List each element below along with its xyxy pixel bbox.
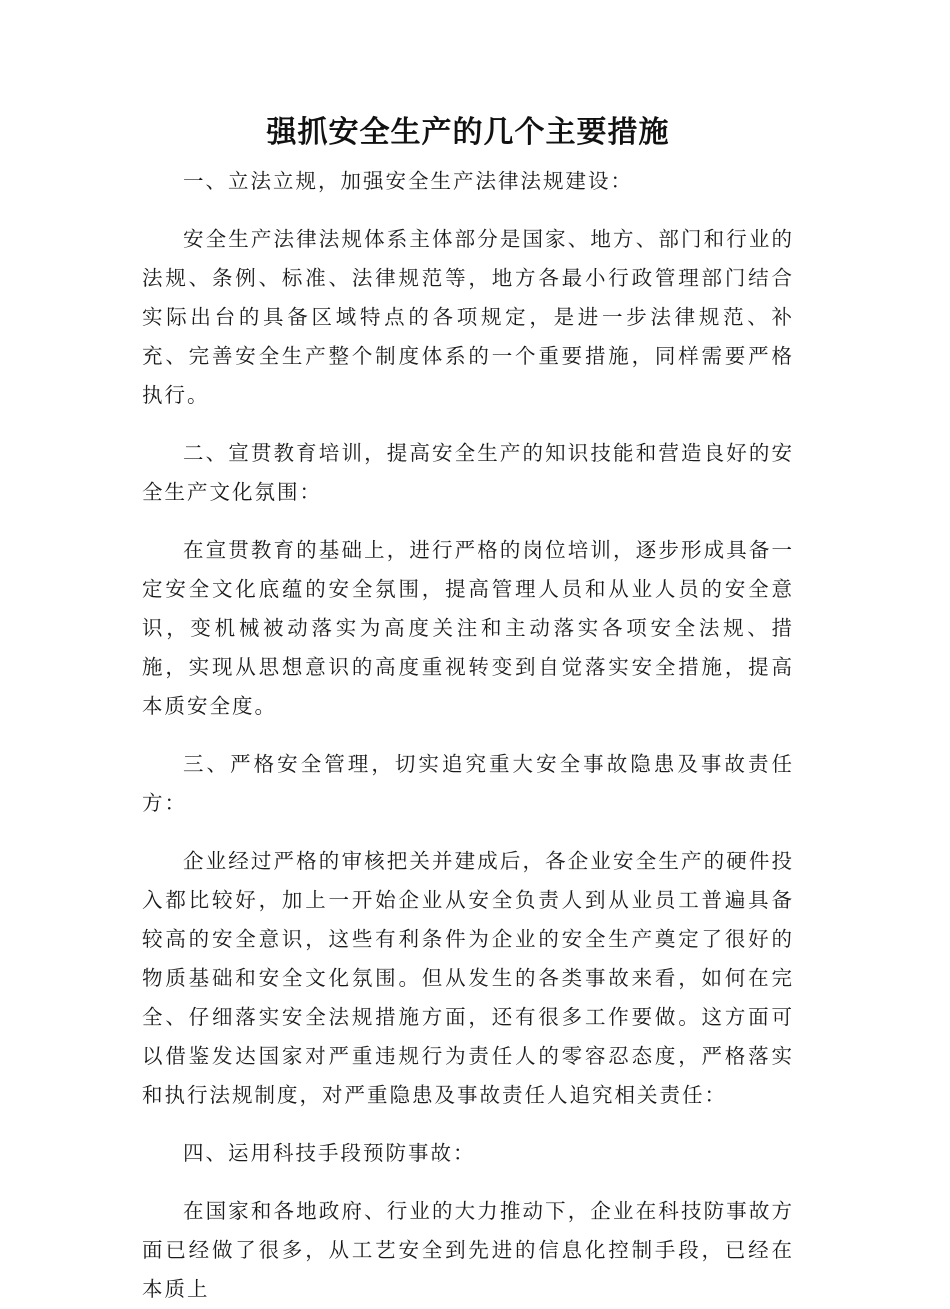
paragraph-technology: 在国家和各地政府、行业的大力推动下，企业在科技防事故方面已经做了很多，从工艺安全到先进的信息化控制手段，已经在本质上 [142, 1199, 794, 1301]
section-heading-management: 三、严格安全管理，切实追究重大安全事故隐患及事故责任方： [142, 752, 794, 815]
section-heading-technology: 四、运用科技手段预防事故： [183, 1141, 476, 1165]
section-heading-training: 二、宣贯教育培训，提高安全生产的知识技能和营造良好的安全生产文化氛围： [142, 441, 794, 504]
section-heading-legislation: 一、立法立规，加强安全生产法律法规建设： [183, 169, 633, 193]
document-title: 强抓安全生产的几个主要措施 [266, 115, 670, 150]
paragraph-legislation: 安全生产法律法规体系主体部分是国家、地方、部门和行业的法规、条例、标准、法律规范等，地方各最小行政管理部门结合实际出台的具备区域特点的各项规定，是进一步法律规范、补充、完善安全生产整个制度体系的一个重要措施，同样需要严格执行。 [142, 227, 794, 407]
paragraph-training: 在宣贯教育的基础上，进行严格的岗位培训，逐步形成具备一定安全文化底蕴的安全氛围，提高管理人员和从业人员的安全意识，变机械被动落实为高度关注和主动落实各项安全法规、措施，实现从思想意识的高度重视转变到自觉落实安全措施，提高本质安全度。 [142, 538, 794, 718]
paragraph-management: 企业经过严格的审核把关并建成后，各企业安全生产的硬件投入都比较好，加上一开始企业从安全负责人到从业员工普遍具备较高的安全意识，这些有利条件为企业的安全生产奠定了很好的物质基础和安全文化氛围。但从发生的各类事故来看，如何在完全、仔细落实安全法规措施方面，还有很多工作要做。这方面可以借鉴发达国家对严重违规行为责任人的零容忍态度，严格落实和执行法规制度，对严重隐患及事故责任人追究相关责任： [142, 849, 794, 1107]
document-body [142, 108, 794, 1309]
